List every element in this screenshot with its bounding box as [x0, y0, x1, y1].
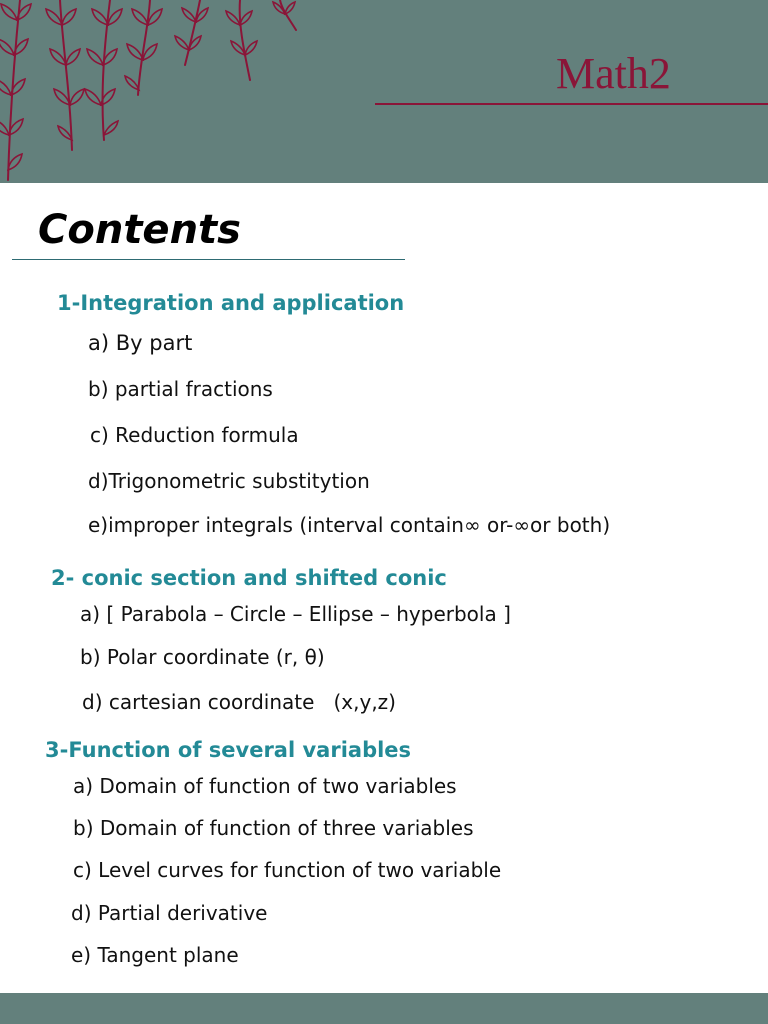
- list-item: c) Level curves for function of two variable: [73, 858, 502, 882]
- page-title: Contents: [38, 207, 241, 253]
- leaf-branches-icon: [0, 0, 310, 183]
- list-item: a) By part: [88, 331, 193, 355]
- section-heading-integration: 1-Integration and application: [57, 291, 405, 315]
- section-heading-several-variables: 3-Function of several variables: [45, 738, 412, 762]
- page-title-underline: [12, 259, 405, 260]
- list-item: e)improper integrals (interval contain∞ or-∞or both): [88, 513, 611, 537]
- list-item: d) cartesian coordinate (x,y,z): [82, 690, 396, 714]
- list-item: e) Tangent plane: [71, 943, 239, 967]
- list-item: c) Reduction formula: [90, 423, 299, 447]
- list-item: a) [ Parabola – Circle – Ellipse – hyperbola ]: [80, 602, 511, 626]
- list-item: b) Polar coordinate (r, θ): [80, 645, 325, 669]
- list-item: b) partial fractions: [88, 377, 273, 401]
- header-band: [0, 0, 768, 183]
- course-title: Math2: [556, 49, 671, 98]
- title-underline: [375, 103, 768, 105]
- section-heading-conic: 2- conic section and shifted conic: [51, 566, 447, 590]
- list-item: d) Partial derivative: [71, 901, 268, 925]
- footer-band: [0, 993, 768, 1024]
- list-item: a) Domain of function of two variables: [73, 774, 457, 798]
- list-item: d)Trigonometric substitytion: [88, 469, 370, 493]
- list-item: b) Domain of function of three variables: [73, 816, 474, 840]
